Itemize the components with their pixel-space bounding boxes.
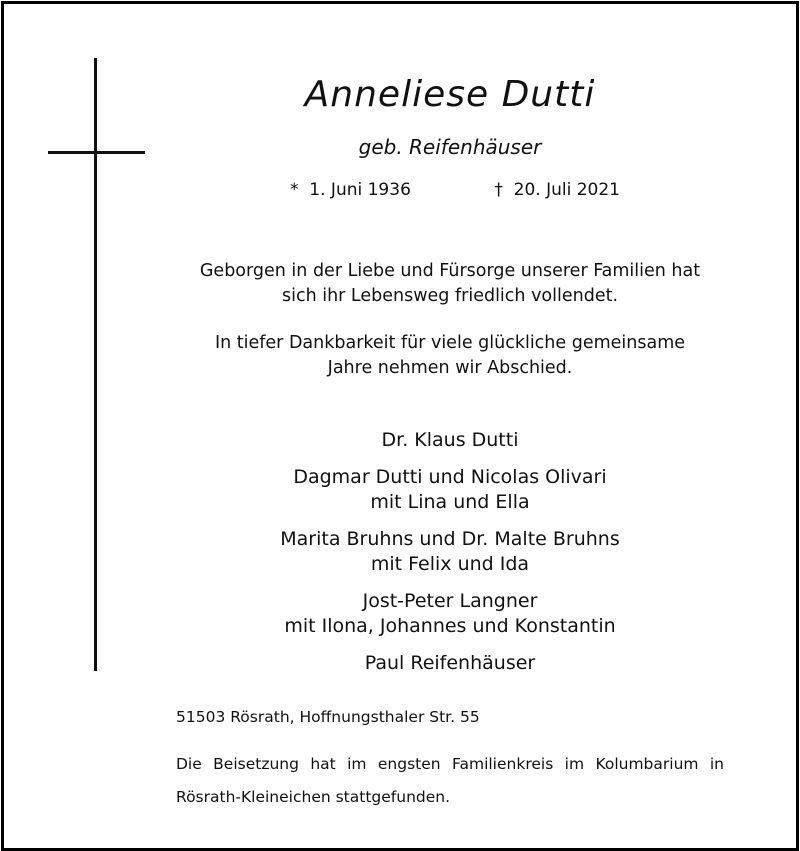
text-line: sich ihr Lebensweg friedlich vollendet. xyxy=(281,286,619,306)
mourner-children: mit Felix und Ida xyxy=(370,553,530,575)
address: 51503 Rösrath, Hoffnungsthaler Str. 55 xyxy=(176,708,480,726)
text-line: Jahre nehmen wir Abschied. xyxy=(327,358,573,378)
farewell-paragraph-1 xyxy=(150,259,750,309)
life-dates xyxy=(290,180,620,200)
farewell-paragraph-2 xyxy=(150,331,750,381)
mourner-entry xyxy=(150,527,750,577)
mourner-name: Dr. Klaus Dutti xyxy=(381,429,519,451)
cross-icon-bar xyxy=(48,151,145,154)
mourner-entry xyxy=(150,651,750,676)
cross-icon xyxy=(94,58,97,671)
burial-note: Die Beisetzung hat im engsten Familienkreis im Kolumbarium in Rösrath-Kleineichen stattgefunden. xyxy=(176,755,724,806)
deceased-name: Anneliese Dutti xyxy=(304,74,596,115)
mourner-name: Paul Reifenhäuser xyxy=(364,652,536,674)
mourners-list xyxy=(150,428,750,688)
mourner-name: Marita Bruhns und Dr. Malte Bruhns xyxy=(280,528,620,550)
mourner-entry xyxy=(150,589,750,639)
mourner-entry xyxy=(150,465,750,515)
mourner-name: Jost-Peter Langner xyxy=(362,590,538,612)
mourner-name: Dagmar Dutti und Nicolas Olivari xyxy=(293,466,607,488)
mourner-children: mit Lina und Ella xyxy=(370,491,530,513)
text-line: Geborgen in der Liebe und Fürsorge unserer Familien hat xyxy=(199,261,701,281)
maiden-name: geb. Reifenhäuser xyxy=(358,135,542,159)
birth-date: * 1. Juni 1936 xyxy=(290,180,411,200)
mourner-children: mit Ilona, Johannes und Konstantin xyxy=(284,615,616,637)
death-date: † 20. Juli 2021 xyxy=(494,180,620,200)
text-line: In tiefer Dankbarkeit für viele glückliche gemeinsame xyxy=(214,333,686,353)
mourner-entry xyxy=(150,428,750,453)
